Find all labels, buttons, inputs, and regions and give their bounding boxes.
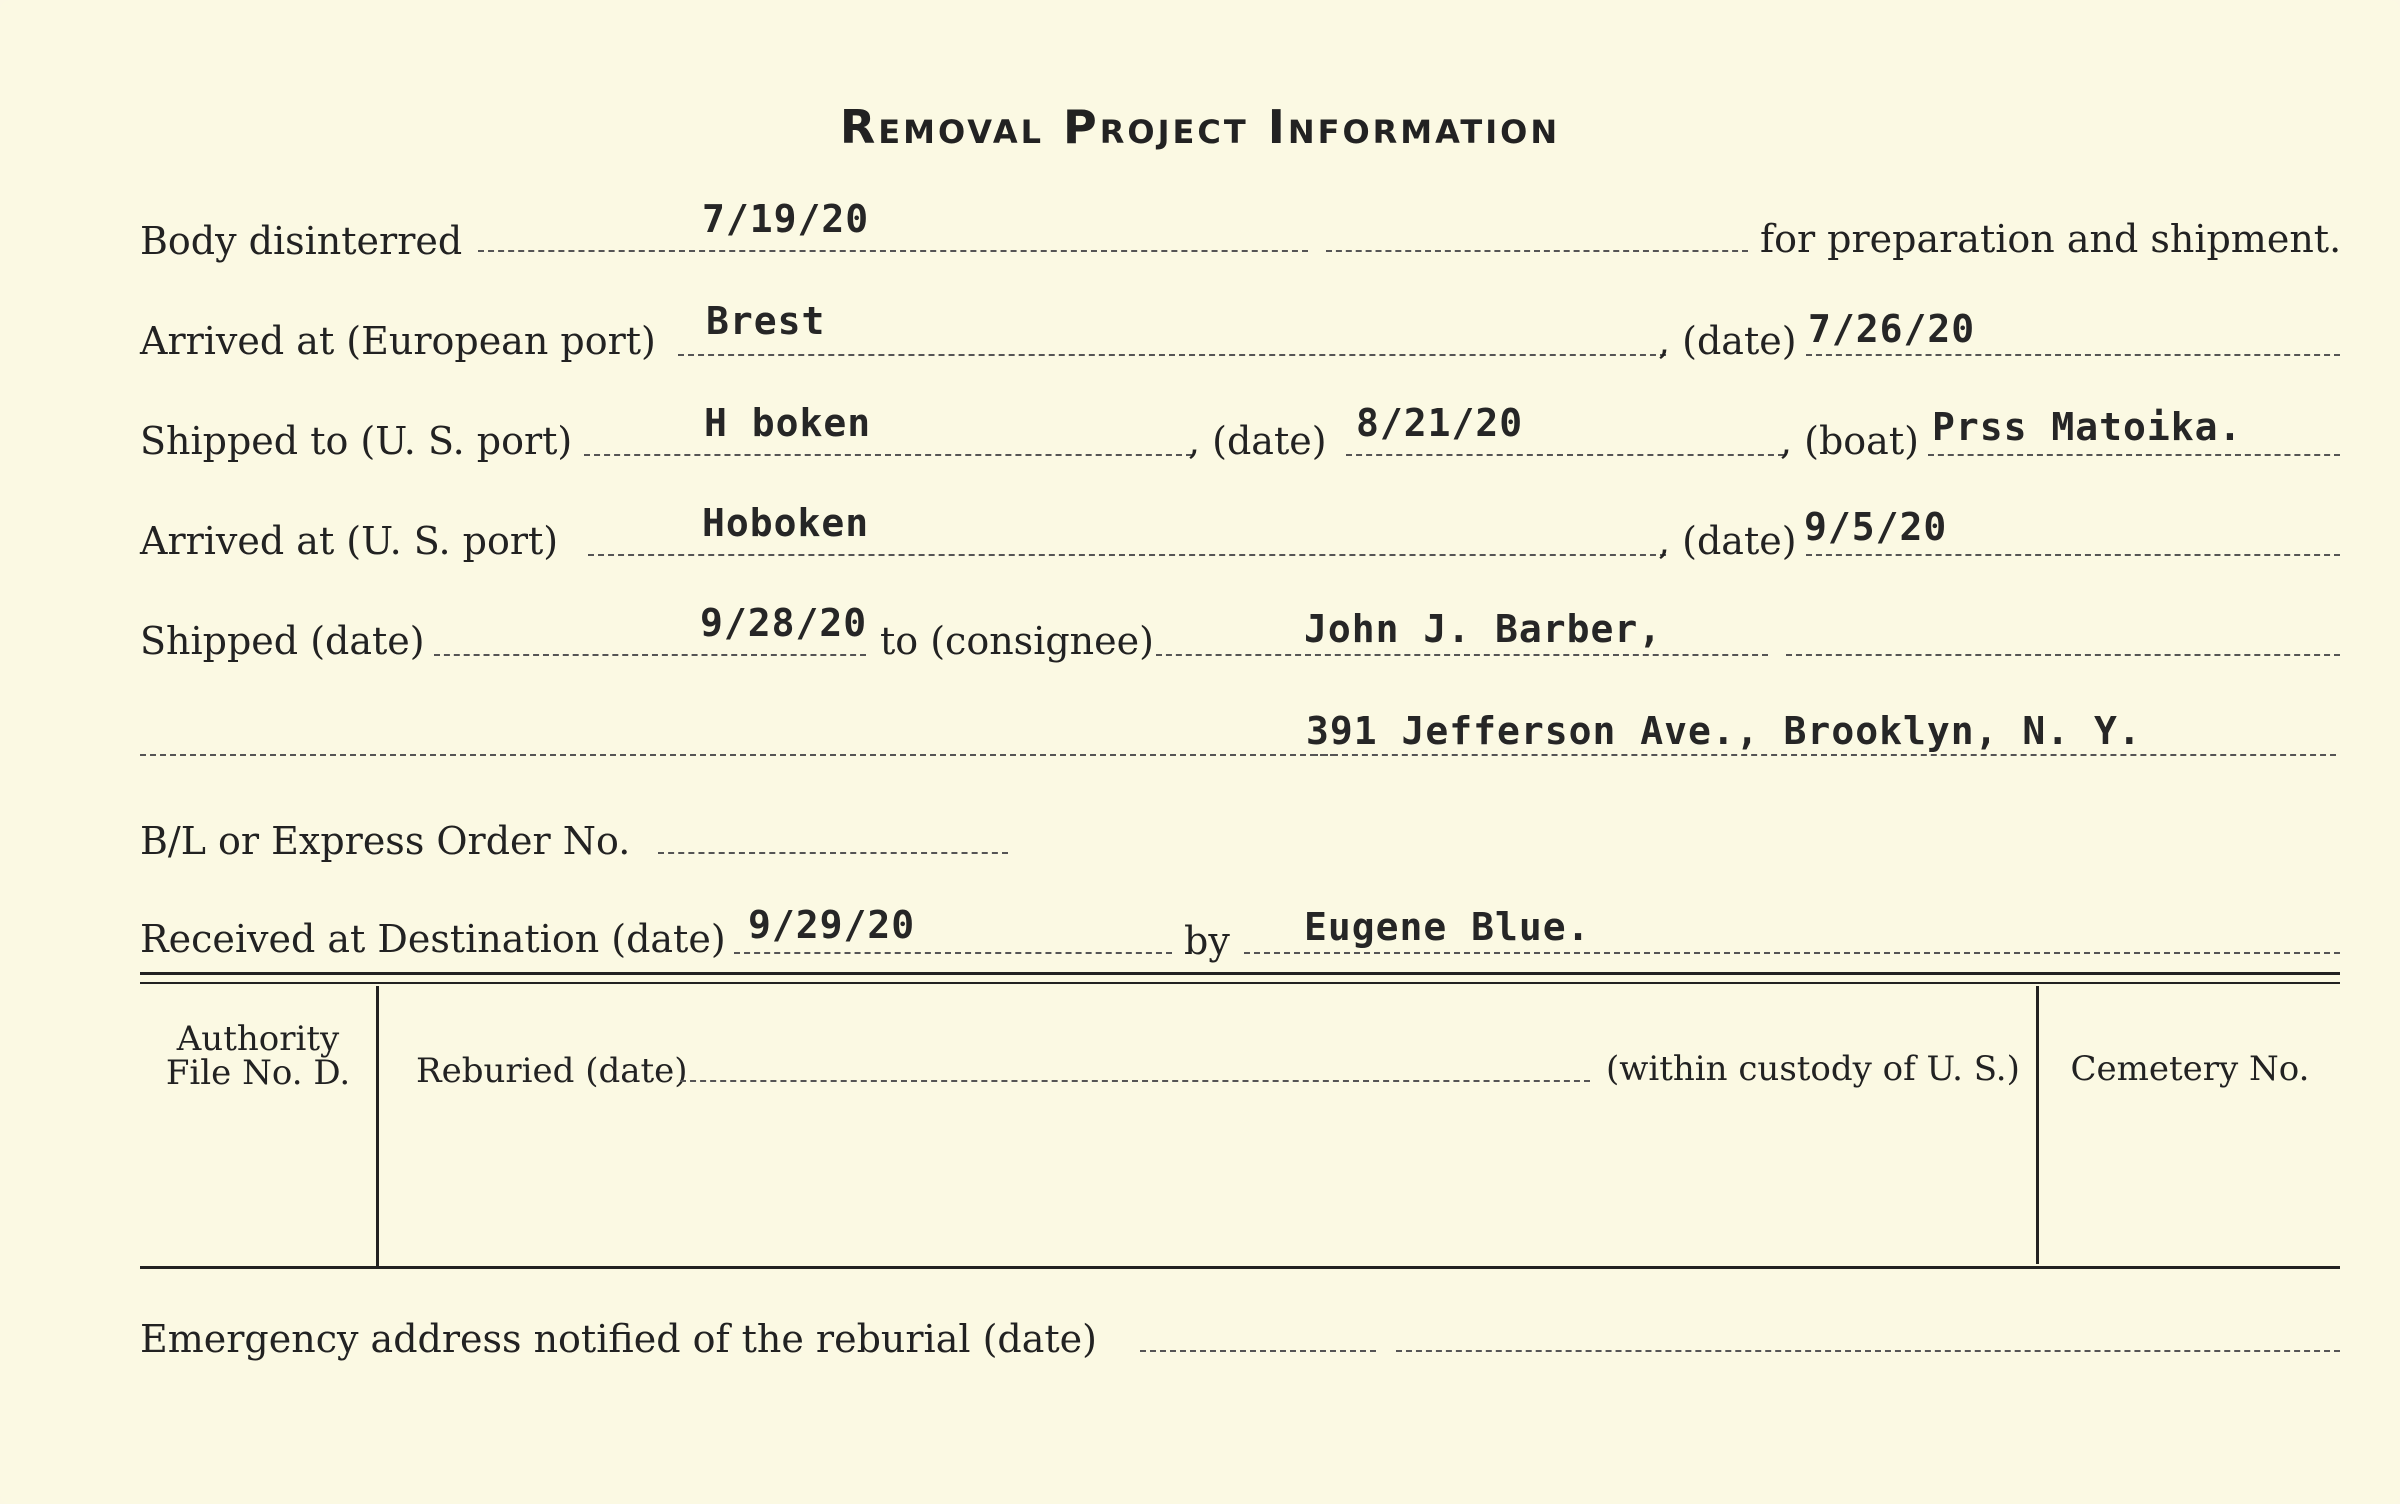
european-date-line [1806, 354, 2340, 356]
table-bottom-rule [140, 1266, 2340, 1269]
european-port-line [678, 354, 1666, 356]
emergency-date-line-2 [1396, 1350, 2340, 1352]
shipped-us-port-label: Shipped to (U. S. port) [140, 419, 573, 463]
arrived-european-port-label: Arrived at (European port) [140, 319, 656, 363]
bl-express-order-label: B/L or Express Order No. [140, 819, 631, 863]
bl-express-order-line [658, 852, 1008, 854]
received-by-value: Eugene Blue. [1304, 905, 1591, 949]
reburied-date-label: Reburied (date) [416, 1051, 688, 1091]
european-date-label: , (date) [1658, 319, 1797, 363]
shipped-us-port-value: H boken [704, 401, 872, 445]
cemetery-no-label: Cemetery No. [2070, 1049, 2310, 1089]
card-title: Removal Project Information [839, 100, 1561, 154]
shipped-date-row-label: Shipped (date) [140, 619, 425, 663]
european-date-value: 7/26/20 [1808, 307, 1976, 351]
shipped-us-port-line [584, 454, 1192, 456]
arrived-us-port-label: Arrived at (U. S. port) [140, 519, 559, 563]
received-by-line [1244, 952, 2340, 954]
boat-line [1928, 454, 2340, 456]
european-port-value: Brest [706, 299, 826, 343]
arrived-us-date-line [1806, 554, 2340, 556]
body-disinterred-label: Body disinterred [140, 219, 463, 263]
shipped-date-label: , (date) [1188, 419, 1327, 463]
received-by-label: by [1184, 919, 1230, 963]
arrived-us-port-line [588, 554, 1666, 556]
table-divider-right [2036, 986, 2039, 1264]
received-date-value: 9/29/20 [748, 903, 916, 947]
address-line [140, 754, 1336, 756]
arrived-us-port-value: Hoboken [702, 501, 870, 545]
preparation-shipment-text: for preparation and shipment. [1760, 217, 2342, 261]
consignee-label: to (consignee) [880, 619, 1154, 663]
body-disinterred-value: 7/19/20 [702, 197, 870, 241]
table-top-rule [140, 972, 2340, 975]
boat-label: , (boat) [1780, 419, 1919, 463]
table-top-rule-2 [140, 982, 2340, 984]
consignee-line-2 [1786, 654, 2340, 656]
received-destination-label: Received at Destination (date) [140, 917, 726, 961]
shipped-date-line [1346, 454, 1784, 456]
consignee-value: John J. Barber, [1304, 607, 1663, 651]
reburied-date-line [680, 1080, 1590, 1082]
consignee-line [1156, 654, 1768, 656]
authority-label-line2: File No. D. [165, 1053, 351, 1093]
shipped-date-value: 8/21/20 [1356, 401, 1524, 445]
consignee-address-value: 391 Jefferson Ave., Brooklyn, N. Y. [1306, 709, 2142, 753]
boat-value: Prss Matoika. [1932, 405, 2243, 449]
body-disinterred-line-2 [1326, 250, 1748, 252]
address-line-2 [1312, 754, 2336, 756]
custody-label: (within custody of U. S.) [1606, 1049, 2020, 1089]
authority-label-line1: Authority [176, 1019, 340, 1059]
table-divider-left [376, 986, 379, 1266]
arrived-us-date-label: , (date) [1658, 519, 1797, 563]
shipped-date-row-line [434, 654, 866, 656]
body-disinterred-line [478, 250, 1308, 252]
shipped-date-row-value: 9/28/20 [700, 601, 868, 645]
arrived-us-date-value: 9/5/20 [1804, 505, 1948, 549]
received-date-line [734, 952, 1172, 954]
emergency-address-label: Emergency address notified of the reburial (date) [140, 1317, 1097, 1361]
emergency-date-line [1140, 1350, 1376, 1352]
